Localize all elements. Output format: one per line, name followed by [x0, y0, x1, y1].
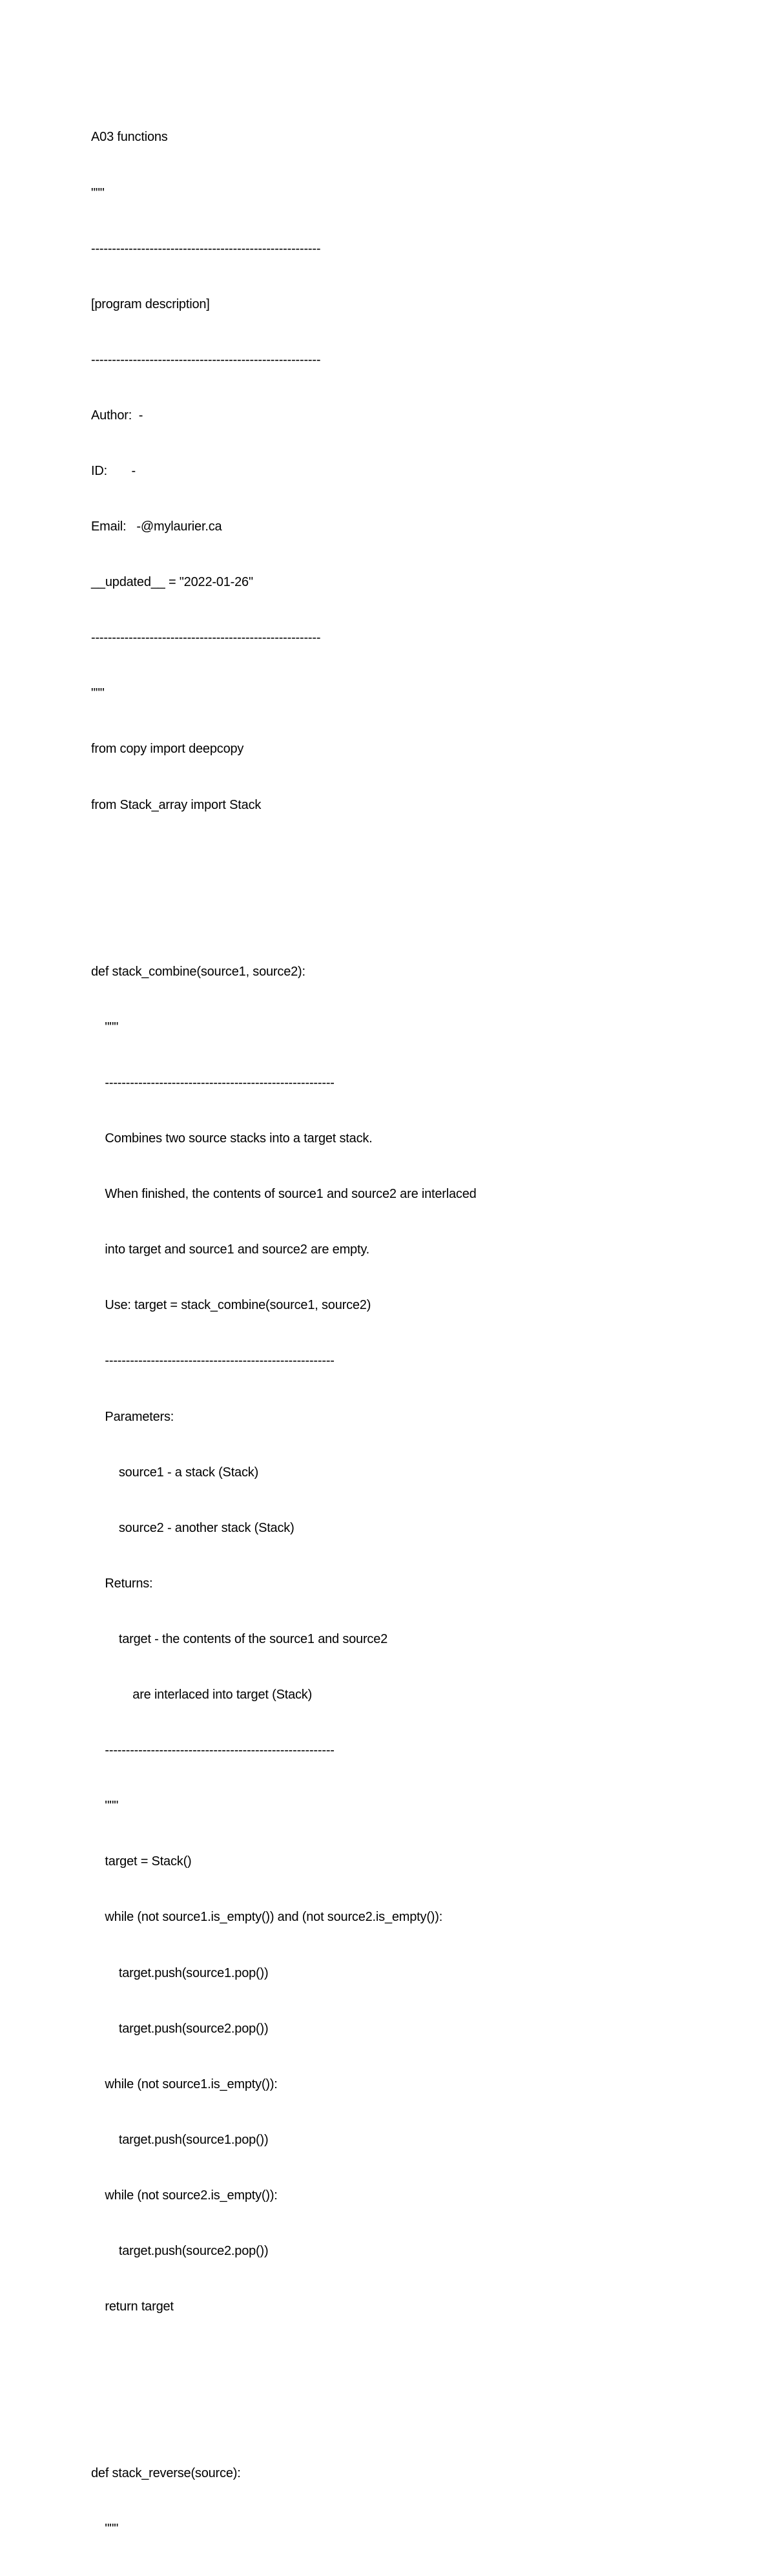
- code-line: ID: -: [91, 463, 136, 478]
- code-line: Returns:: [91, 1576, 153, 1591]
- code-line: source2 - another stack (Stack): [91, 1520, 294, 1535]
- code-line: target.push(source1.pop()): [91, 1965, 269, 1980]
- code-line: -------------------------------------------------------: [91, 1354, 335, 1368]
- code-line: target.push(source2.pop()): [91, 2021, 269, 2036]
- code-line: -------------------------------------------------------: [91, 631, 321, 645]
- code-line: """: [91, 2522, 119, 2537]
- code-line: from Stack_array import Stack: [91, 797, 262, 812]
- code-line: [91, 2409, 477, 2427]
- code-line: A03 functions: [91, 130, 168, 145]
- code-line: Combines two source stacks into a target stack.: [91, 1131, 373, 1146]
- code-line: while (not source2.is_empty()):: [91, 2188, 278, 2203]
- code-line: """: [91, 1020, 119, 1034]
- code-line: -------------------------------------------------------: [91, 352, 321, 367]
- code-line: __updated__ = "2022-01-26": [91, 575, 253, 590]
- code-line: source1 - a stack (Stack): [91, 1465, 259, 1480]
- code-line: [program description]: [91, 297, 210, 311]
- code-line: return target: [91, 2299, 174, 2314]
- code-line: into target and source1 and source2 are empty.: [91, 1242, 369, 1257]
- code-line: """: [91, 185, 105, 200]
- code-line: -------------------------------------------------------: [91, 1076, 335, 1090]
- code-line: """: [91, 686, 105, 701]
- code-line: Email: -@mylaurier.ca: [91, 519, 222, 534]
- code-line: target = Stack(): [91, 1854, 192, 1869]
- code-line: -------------------------------------------------------: [91, 1743, 335, 1758]
- code-line: def stack_reverse(source):: [91, 2466, 241, 2481]
- code-line: Author: -: [91, 408, 143, 423]
- code-listing: [91, 91, 477, 2576]
- code-line: target - the contents of the source1 and source2: [91, 1631, 388, 1646]
- code-line: target.push(source2.pop()): [91, 2243, 269, 2258]
- code-line: """: [91, 1799, 119, 1814]
- code-line: while (not source1.is_empty()) and (not source2.is_empty()):: [91, 1910, 443, 1925]
- code-line: while (not source1.is_empty()):: [91, 2077, 278, 2091]
- code-line: [91, 907, 477, 926]
- code-line: [91, 852, 477, 870]
- code-line: -------------------------------------------------------: [91, 241, 321, 256]
- code-line: [91, 2353, 477, 2372]
- code-line: Use: target = stack_combine(source1, source2): [91, 1298, 371, 1313]
- code-line: def stack_combine(source1, source2):: [91, 964, 305, 979]
- code-line: When finished, the contents of source1 and source2 are interlaced: [91, 1187, 477, 1202]
- code-line: target.push(source1.pop()): [91, 2132, 269, 2147]
- code-line: from copy import deepcopy: [91, 742, 244, 757]
- code-line: Parameters:: [91, 1409, 174, 1424]
- code-line: are interlaced into target (Stack): [91, 1688, 313, 1702]
